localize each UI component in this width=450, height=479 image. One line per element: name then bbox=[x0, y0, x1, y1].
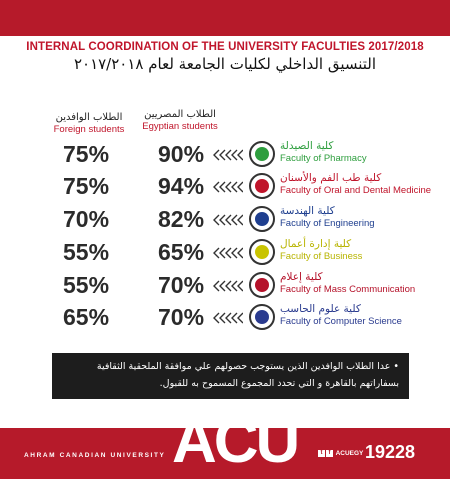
egyptian-percentage: 94% bbox=[158, 173, 205, 199]
hotline-number: 19228 bbox=[365, 442, 416, 462]
foreign-header-en: Foreign students bbox=[53, 124, 125, 135]
faculty-name-ar: كلية الهندسة bbox=[280, 205, 335, 217]
faculty-name-ar: كلية الصيدلة bbox=[280, 140, 334, 152]
column-header-foreign bbox=[48, 112, 130, 136]
foreign-percentage: 55% bbox=[63, 239, 110, 265]
column-header-egyptian bbox=[138, 109, 222, 133]
computer-logo-icon bbox=[249, 304, 275, 330]
acu-logo: ACU bbox=[172, 407, 298, 476]
faculty-name-ar: كلية طب الفم والأسنان bbox=[280, 172, 382, 184]
foreign-percentage: 75% bbox=[63, 141, 110, 167]
foreign-students-notice: • عدا الطلاب الوافدين الذين يستوجب حصولهم علي موافقة الملحقية الثقافية بسفاراتهم بالقاهرة و التي تحدد المجموع المسموح به للقبول. bbox=[52, 353, 409, 399]
faculty-name-en: Faculty of Pharmacy bbox=[280, 153, 367, 164]
faculty-row-business bbox=[0, 237, 450, 271]
social-handle-text: ACUEGY bbox=[335, 450, 364, 458]
chevrons-left-icon bbox=[213, 247, 243, 259]
facebook-icon[interactable]: f bbox=[326, 450, 333, 457]
egyptian-percentage: 82% bbox=[158, 206, 205, 232]
foreign-percentage: 75% bbox=[63, 173, 110, 199]
faculty-row-pharmacy bbox=[0, 139, 450, 173]
faculty-name-en: Faculty of Business bbox=[280, 251, 363, 262]
faculty-name-en: Faculty of Computer Science bbox=[280, 316, 402, 327]
title-english: INTERNAL COORDINATION OF THE UNIVERSITY FACULTIES 2017/2018 bbox=[26, 41, 424, 53]
title-arabic: التنسيق الداخلي لكليات الجامعة لعام ٢٠١٧/٢٠١٨ bbox=[73, 55, 377, 73]
chevrons-left-icon bbox=[213, 214, 243, 226]
egyptian-percentage: 70% bbox=[158, 304, 205, 330]
foreign-percentage: 55% bbox=[63, 272, 110, 298]
faculty-row-engineering bbox=[0, 204, 450, 238]
faculty-name-ar: كلية علوم الحاسب bbox=[280, 303, 361, 315]
chevrons-left-icon bbox=[213, 149, 243, 161]
business-logo-icon bbox=[249, 239, 275, 265]
egyptian-percentage: 90% bbox=[158, 141, 205, 167]
faculty-name-ar: كلية إعلام bbox=[280, 271, 323, 283]
faculty-name-en: Faculty of Oral and Dental Medicine bbox=[280, 185, 432, 196]
twitter-icon[interactable]: t bbox=[318, 450, 325, 457]
faculty-name-en: Faculty of Engineering bbox=[280, 218, 375, 229]
faculty-row-computer-science bbox=[0, 302, 450, 336]
egyptian-header-ar: الطلاب المصريين bbox=[144, 109, 216, 120]
faculty-name-en: Faculty of Mass Communication bbox=[280, 284, 416, 295]
pharmacy-logo-icon bbox=[249, 141, 275, 167]
university-name: AHRAM CANADIAN UNIVERSITY bbox=[24, 452, 166, 459]
chevrons-left-icon bbox=[213, 312, 243, 324]
faculty-row-mass-communication bbox=[0, 270, 450, 304]
engineering-logo-icon bbox=[249, 206, 275, 232]
faculty-row-dental bbox=[0, 171, 450, 205]
dental-logo-icon bbox=[249, 173, 275, 199]
egyptian-percentage: 65% bbox=[158, 239, 205, 265]
egyptian-percentage: 70% bbox=[158, 272, 205, 298]
chevrons-left-icon bbox=[213, 280, 243, 292]
foreign-percentage: 65% bbox=[63, 304, 110, 330]
chevrons-left-icon bbox=[213, 181, 243, 193]
faculty-name-ar: كلية إدارة أعمال bbox=[280, 238, 352, 250]
egyptian-header-en: Egyptian students bbox=[142, 121, 218, 132]
social-handle[interactable] bbox=[318, 450, 363, 457]
media-logo-icon bbox=[249, 272, 275, 298]
foreign-header-ar: الطلاب الوافدين bbox=[55, 112, 123, 123]
top-banner bbox=[0, 0, 450, 36]
foreign-percentage: 70% bbox=[63, 206, 110, 232]
